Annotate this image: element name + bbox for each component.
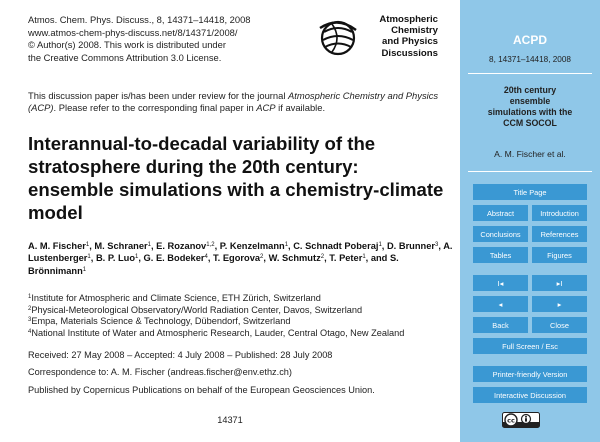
author-affiliation-marker: 2 [320,254,325,261]
review-note: This discussion paper is/has been under review for the journal Atmospheric Chemistry and Physics (ACP). Please refer to the corresponding final paper in ACP if available. [28,90,439,114]
author-name: M. Schraner [94,241,148,251]
affiliation-number: 2 [28,305,32,312]
affiliation-number: 3 [28,317,32,324]
first-page-button[interactable]: I◂ [473,275,528,291]
journal-abbr: ACP [256,102,276,114]
author-name: C. Schnadt Poberaj [293,241,379,251]
citation-line: the Creative Commons Attribution 3.0 License. [28,51,222,63]
creative-commons-badge-icon[interactable] [502,412,540,428]
sidebar-short-title: 20th century ensemble simulations with the CCM SOCOL [487,85,573,128]
affiliation-item [28,305,453,317]
publication-dates: Received: 27 May 2008 – Accepted: 4 July 2008 – Published: 28 July 2008 [28,350,333,360]
abstract-button[interactable]: Abstract [473,205,528,221]
author-affiliation-marker: 1,2 [206,242,215,248]
author-name: A. M. Fischer [28,241,86,251]
author-separator: , and [365,253,390,264]
affiliation-text: Physical-Meteorological Observatory/World Radiation Center, Davos, Switzerland [31,304,363,315]
printer-friendly-button[interactable]: Printer-friendly Version [473,366,587,382]
author-affiliation-marker: 1 [82,266,87,273]
close-button[interactable]: Close [532,317,587,333]
author-affiliation-marker: 1 [135,254,139,261]
divider [468,171,592,172]
author-name: T. Egorova [213,253,261,264]
last-page-button[interactable]: ▸I [532,275,587,291]
author-separator: , [438,241,444,251]
publisher-note: Published by Copernicus Publications on behalf of the European Geosciences Union. [28,385,375,395]
paper-title: Interannual-to-decadal variability of the stratosphere during the 20th century: ensemble simulations with a chemistry-climate model [28,133,444,223]
author-separator: , [263,253,269,264]
affiliation-number: 4 [28,328,32,335]
correspondence: Correspondence to: A. M. Fischer (andreas.fischer@env.ethz.ch) [28,367,292,377]
author-affiliation-marker: 1 [362,254,366,261]
author-affiliation-marker: 1 [87,254,91,261]
fullscreen-button[interactable]: Full Screen / Esc [473,338,587,354]
journal-name: Atmospheric Chemistry and Physics (ACP) [28,90,439,114]
previous-page-button[interactable]: ◂ [473,296,528,312]
divider [468,73,592,74]
back-button[interactable]: Back [473,317,528,333]
author-name: B. P. Luo [95,253,136,264]
svg-text:cc: cc [507,416,515,425]
author-separator: , [90,253,96,264]
globe-logo-icon [318,18,358,58]
author-affiliation-marker: 3 [435,242,439,248]
author-separator: , [89,241,95,251]
affiliation-item [28,293,453,305]
author-affiliation-marker: 1 [284,242,289,248]
author-name: D. Brunner [386,241,436,251]
figures-button[interactable]: Figures [532,247,587,263]
affiliation-text: National Institute of Water and Atmospheric Research, Lauder, Central Otago, New Zealand [31,327,405,338]
author-name: P. Kenzelmann [219,241,285,251]
logo-wordmark: Atmospheric Chemistry and Physics Discussions [379,14,438,59]
author-affiliation-marker: 1 [147,242,151,248]
author-name: W. Schmutz [268,253,321,264]
author-affiliation-marker: 1 [378,242,382,248]
citation-block [28,14,251,64]
affiliation-item [28,316,453,328]
sidebar [460,0,600,442]
affiliation-item [28,328,453,340]
references-button[interactable]: References [532,226,587,242]
sidebar-journal: ACPD [512,33,547,47]
author-separator: , [381,241,387,251]
next-page-button[interactable]: ▸ [532,296,587,312]
author-affiliation-marker: 1 [85,242,90,248]
acpd-logo [318,14,438,68]
introduction-button[interactable]: Introduction [532,205,587,221]
sidebar-authors: A. M. Fischer et al. [494,149,566,159]
author-affiliation-marker: 2 [260,254,264,261]
citation-url[interactable]: www.atmos-chem-phys-discuss.net/8/14371/2008/ [28,26,238,38]
conclusions-button[interactable]: Conclusions [473,226,528,242]
citation-line: © Author(s) 2008. This work is distributed under [28,39,226,51]
author-name: A. Lustenberger [28,241,453,264]
affiliation-list [28,293,453,339]
author-name: E. Rozanov [156,241,207,251]
author-name: G. E. Bodeker [143,253,205,264]
sidebar-reference: 8, 14371–14418, 2008 [489,55,571,64]
interactive-discussion-button[interactable]: Interactive Discussion [473,387,587,403]
author-list [28,240,453,277]
page-number: 14371 [217,415,243,425]
author-separator: , [288,241,294,251]
author-affiliation-marker: 4 [204,254,208,261]
author-name: T. Peter [329,253,363,264]
affiliation-text: Institute for Atmospheric and Climate Science, ETH Zürich, Switzerland [31,293,321,303]
author-separator: , [138,253,144,264]
author-name: S. Brönnimann [28,253,399,276]
affiliation-number: 1 [28,294,32,300]
title-page-button[interactable]: Title Page [473,184,587,200]
author-separator: , [324,253,330,264]
tables-button[interactable]: Tables [473,247,528,263]
author-separator: , [150,241,157,251]
author-separator: , [207,253,214,264]
citation-line: Atmos. Chem. Phys. Discuss., 8, 14371–14418, 2008 [28,14,251,25]
affiliation-text: Empa, Materials Science & Technology, Dübendorf, Switzerland [31,316,291,327]
author-separator: , [214,241,220,251]
